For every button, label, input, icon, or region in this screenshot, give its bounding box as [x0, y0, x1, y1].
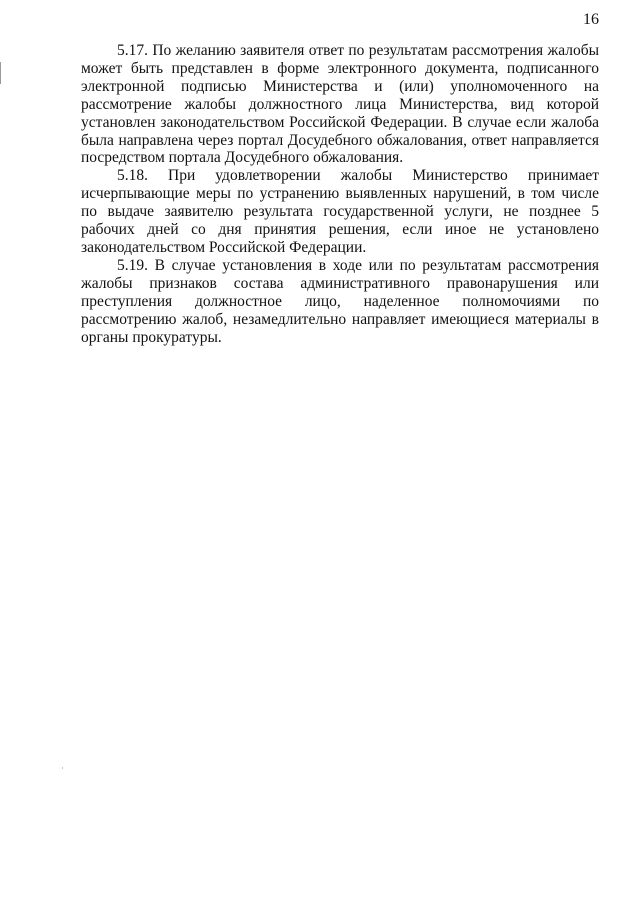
page-number: 16	[583, 11, 599, 28]
paragraph-5-18: 5.18. При удовлетворении жалобы Министерство принимает исчерпывающие меры по устранению выявленных нарушений, в том числе по выдаче заявителю результата государственной услуги, не позднее 5 рабочих дней со дня принятия решения, если иное не установлено законодательством Российской Федерации.	[81, 167, 599, 256]
scan-speck	[62, 767, 63, 769]
document-body	[81, 42, 599, 346]
scan-edge-mark	[0, 62, 1, 84]
paragraph-5-19: 5.19. В случае установления в ходе или по результатам рассмотрения жалобы признаков состава административного правонарушения или преступления должностное лицо, наделенное полномочиями по рассмотрению жалоб, незамедлительно направляет имеющиеся материалы в органы прокуратуры.	[81, 256, 599, 346]
paragraph-5-17: 5.17. По желанию заявителя ответ по результатам рассмотрения жалобы может быть представлен в форме электронного документа, подписанного электронной подписью Министерства и (или) уполномоченного на рассмотрение жалобы должностного лица Министерства, вид которой установлен законодательством Российской Федерации. В случае если жалоба была направлена через портал Досудебного обжалования, ответ направляется посредством портала Досудебного обжалования.	[81, 42, 599, 167]
